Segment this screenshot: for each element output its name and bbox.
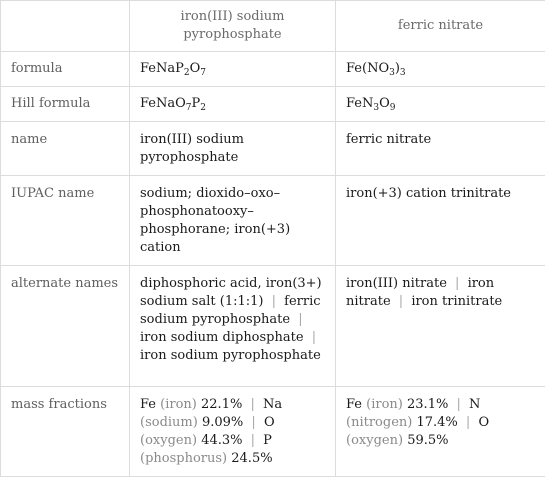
element-symbol: Fe [346,397,362,412]
formula-text: O [379,96,390,111]
element-symbol: Fe [140,397,156,412]
formula-subscript: 3 [400,68,406,78]
element-name: (iron) [160,397,197,412]
formula-text: FeN [346,96,373,111]
element-name: (oxygen) [346,433,403,448]
formula-text: Fe(NO [346,61,389,76]
element-symbol: P [263,433,272,448]
formula-text: ) [395,61,400,76]
table-row-mass-fractions [1,387,545,477]
table-row-formula [1,52,545,87]
row-label: alternate names [1,266,130,387]
alternate-name-item: iron sodium diphosphate [140,330,304,345]
element-name: (oxygen) [140,433,197,448]
hill-formula-cell-2 [336,87,545,122]
alternate-name-item: diphosphoric acid, iron(3+) sodium salt (1:1:1) [140,276,322,309]
element-symbol: O [478,415,489,430]
mass-fraction-value: 59.5% [407,433,448,448]
header-compound-2: ferric nitrate [336,1,545,52]
table-row-alternate-names [1,266,545,387]
row-label: formula [1,52,130,87]
formula-subscript: 2 [184,68,190,78]
alternate-name-item: iron sodium pyrophosphate [140,348,321,363]
formula-cell-2 [336,52,545,87]
formula-text: O [190,61,201,76]
mass-fraction-value: 22.1% [201,397,242,412]
separator: | [395,294,407,309]
alternate-name-item: iron(III) nitrate [346,276,447,291]
formula-subscript: 9 [390,103,396,113]
alternate-names-cell-1 [130,266,336,387]
formula-subscript: 7 [200,68,206,78]
mass-fraction-value: 17.4% [416,415,457,430]
table-row-iupac-name [1,176,545,266]
iupac-cell-1: sodium; dioxido–oxo–phosphonatooxy–phosphorane; iron(+3) cation [130,176,336,266]
element-name: (nitrogen) [346,415,412,430]
separator: | [247,415,259,430]
separator: | [294,312,306,327]
element-name: (phosphorus) [140,451,227,466]
table-row-name [1,122,545,176]
table-row-hill-formula [1,87,545,122]
element-name: (sodium) [140,415,198,430]
row-label: Hill formula [1,87,130,122]
separator: | [268,294,280,309]
formula-text: FeNaO [140,96,186,111]
row-label: name [1,122,130,176]
row-label: mass fractions [1,387,130,477]
hill-formula-cell-1 [130,87,336,122]
formula-text: P [192,96,201,111]
alternate-name-item: ferric sodium pyrophosphate [140,294,321,327]
separator: | [452,397,464,412]
separator: | [247,433,259,448]
alternate-names-cell-2 [336,266,545,387]
alternate-name-item: iron trinitrate [411,294,502,309]
header-empty-cell [1,1,130,52]
separator: | [246,397,258,412]
element-name: (iron) [366,397,403,412]
mass-fraction-value: 23.1% [407,397,448,412]
element-symbol: Na [263,397,282,412]
name-cell-2: ferric nitrate [336,122,545,176]
formula-cell-1 [130,52,336,87]
header-row [1,1,545,52]
name-cell-1: iron(III) sodium pyrophosphate [130,122,336,176]
mass-fraction-value: 24.5% [231,451,272,466]
formula-subscript: 7 [186,103,192,113]
mass-fraction-value: 44.3% [201,433,242,448]
row-label: IUPAC name [1,176,130,266]
mass-fraction-value: 9.09% [202,415,243,430]
separator: | [451,276,463,291]
formula-text: FeNaP [140,61,184,76]
mass-fractions-cell-2 [336,387,545,477]
alternate-name-item: iron nitrate [346,276,494,309]
formula-subscript: 3 [373,103,379,113]
element-symbol: N [469,397,480,412]
element-symbol: O [264,415,275,430]
iupac-cell-2: iron(+3) cation trinitrate [336,176,545,266]
mass-fractions-cell-1 [130,387,336,477]
formula-subscript: 3 [389,68,395,78]
formula-subscript: 2 [200,103,206,113]
separator: | [462,415,474,430]
separator: | [308,330,320,345]
header-compound-1: iron(III) sodium pyrophosphate [130,1,336,52]
